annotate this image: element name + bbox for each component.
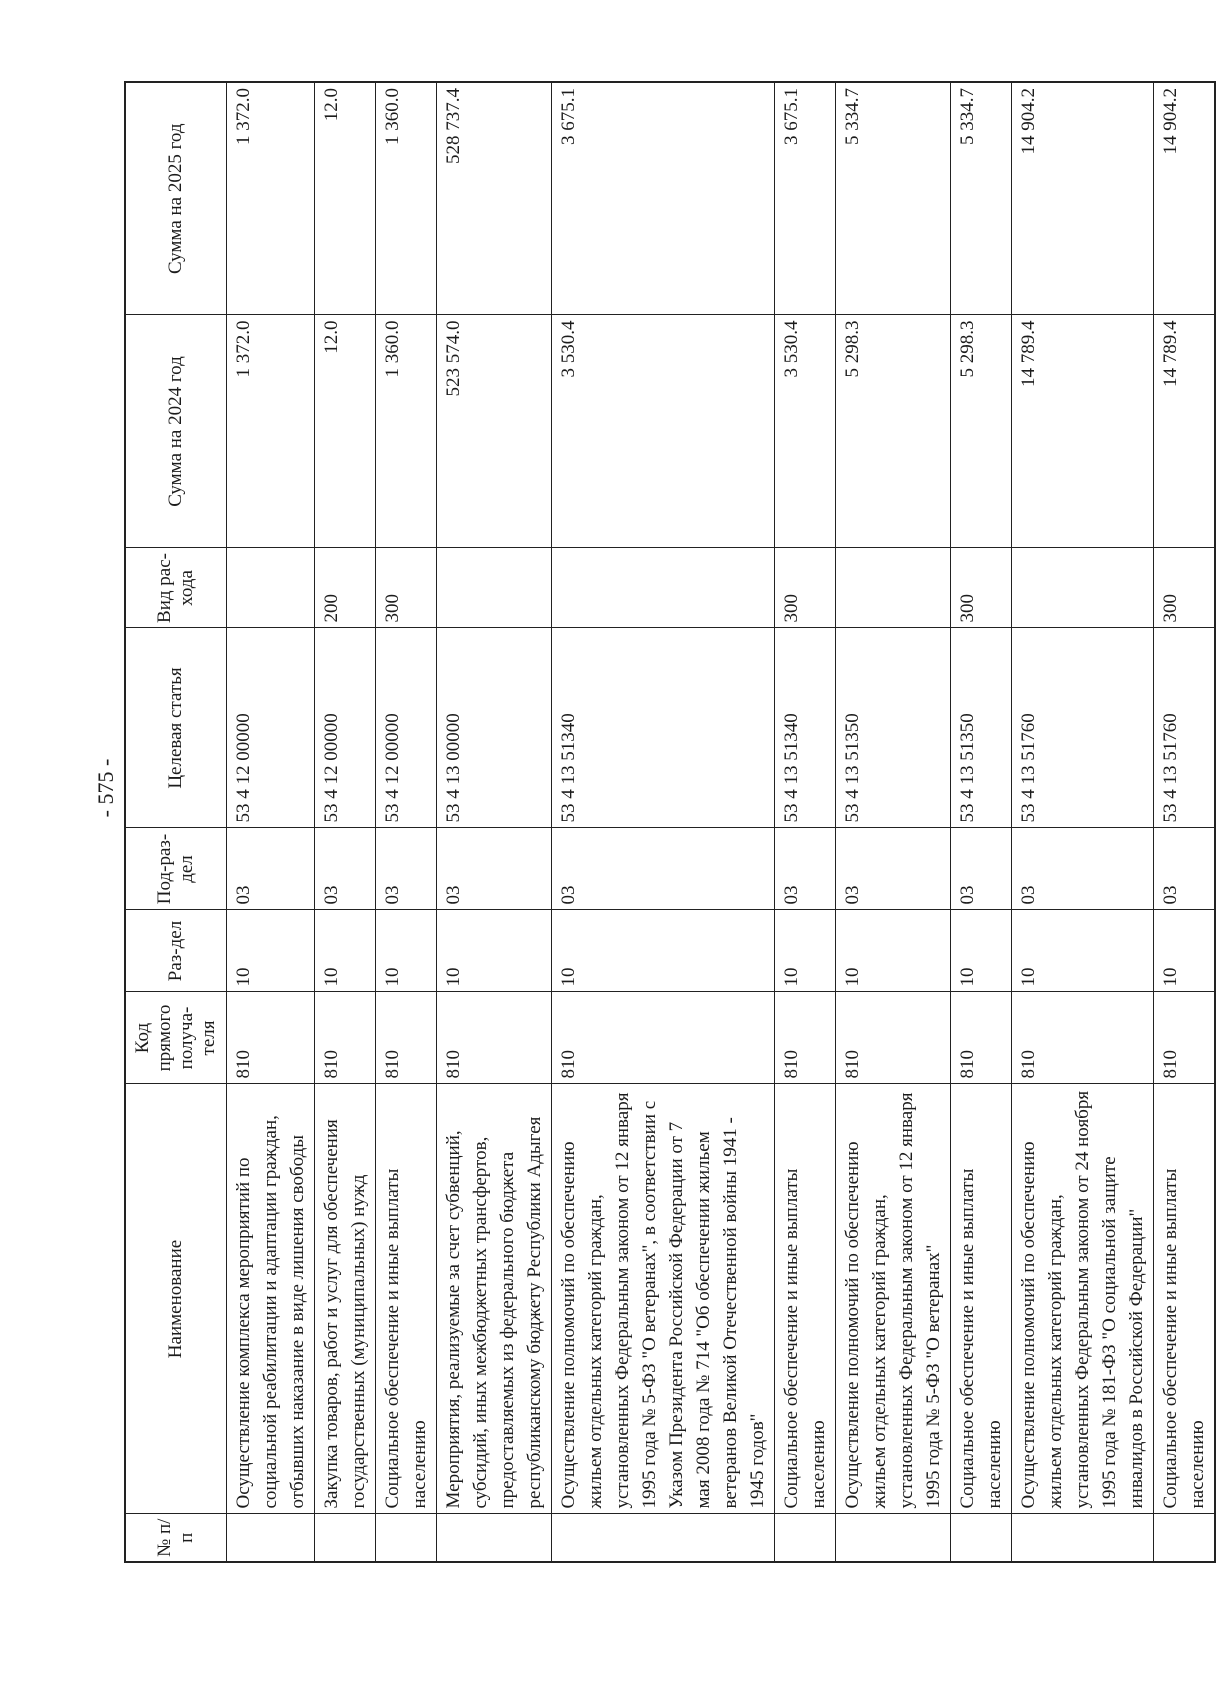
row-sum-2025: 5 334.7: [836, 82, 951, 315]
row-expense-type: [1012, 548, 1154, 628]
table-row: [836, 82, 951, 1562]
row-subsection: 03: [437, 828, 552, 910]
row-sum-2024: 3 530.4: [775, 315, 836, 548]
row-section: 10: [1154, 910, 1216, 992]
row-recipient-code: 810: [227, 992, 315, 1084]
row-subsection: 03: [951, 828, 1012, 910]
row-name: Закупка товаров, работ и услуг для обеспечения государственных (муниципальных) нужд: [315, 1084, 376, 1514]
row-sum-2025: 3 675.1: [775, 82, 836, 315]
row-section: 10: [775, 910, 836, 992]
row-section: 10: [836, 910, 951, 992]
row-section: 10: [437, 910, 552, 992]
header-sum-2025: Сумма на 2025 год: [125, 82, 227, 315]
header-sum-2024: Сумма на 2024 год: [125, 315, 227, 548]
row-num: [376, 1514, 437, 1562]
row-recipient-code: 810: [1154, 992, 1216, 1084]
row-num: [1012, 1514, 1154, 1562]
row-target-article: 53 4 13 51760: [1154, 628, 1216, 828]
row-sum-2024: 523 574.0: [437, 315, 552, 548]
row-target-article: 53 4 13 00000: [437, 628, 552, 828]
row-sum-2025: 528 737.4: [437, 82, 552, 315]
table-row: [951, 82, 1012, 1562]
row-recipient-code: 810: [376, 992, 437, 1084]
row-section: 10: [1012, 910, 1154, 992]
row-expense-type: [836, 548, 951, 628]
row-recipient-code: 810: [552, 992, 775, 1084]
row-num: [775, 1514, 836, 1562]
row-name: Мероприятия, реализуемые за счет субвенций, субсидий, иных межбюджетных трансфертов, предоставляемых из федерального бюджета республиканскому бюджету Республики Адыгея: [437, 1084, 552, 1514]
header-subsection: Под-раз-дел: [125, 828, 227, 910]
row-section: 10: [951, 910, 1012, 992]
row-subsection: 03: [1154, 828, 1216, 910]
row-sum-2024: 3 530.4: [552, 315, 775, 548]
row-name: Осуществление полномочий по обеспечению жильем отдельных категорий граждан, установленных Федеральным законом от 12 января 1995 года № 5-ФЗ "О ветеранах", в соответствии с Указом Президента Российской Федерации от 7 мая 2008 года № 714 "Об обеспечении жильем ветеранов Великой Отечественной войны 1941 - 1945 годов": [552, 1084, 775, 1514]
row-name: Осуществление комплекса мероприятий по социальной реабилитации и адаптации граждан, отбывших наказание в виде лишения свободы: [227, 1084, 315, 1514]
row-sum-2024: 5 298.3: [836, 315, 951, 548]
row-sum-2024: 5 298.3: [951, 315, 1012, 548]
row-subsection: 03: [836, 828, 951, 910]
row-sum-2025: 14 904.2: [1012, 82, 1154, 315]
row-recipient-code: 810: [951, 992, 1012, 1084]
row-num: [437, 1514, 552, 1562]
row-recipient-code: 810: [315, 992, 376, 1084]
row-name: Социальное обеспечение и иные выплаты населению: [775, 1084, 836, 1514]
row-sum-2025: 5 334.7: [951, 82, 1012, 315]
row-recipient-code: 810: [437, 992, 552, 1084]
row-target-article: 53 4 12 00000: [315, 628, 376, 828]
row-target-article: 53 4 12 00000: [227, 628, 315, 828]
row-expense-type: [552, 548, 775, 628]
table-row: [437, 82, 552, 1562]
row-target-article: 53 4 13 51760: [1012, 628, 1154, 828]
page-number: - 575 -: [93, 758, 118, 818]
row-sum-2024: 12.0: [315, 315, 376, 548]
row-sum-2024: 14 789.4: [1154, 315, 1216, 548]
header-name: Наименование: [125, 1084, 227, 1514]
row-sum-2024: 14 789.4: [1012, 315, 1154, 548]
row-target-article: 53 4 13 51350: [836, 628, 951, 828]
row-subsection: 03: [227, 828, 315, 910]
row-num: [552, 1514, 775, 1562]
row-recipient-code: 810: [836, 992, 951, 1084]
row-subsection: 03: [552, 828, 775, 910]
row-section: 10: [552, 910, 775, 992]
header-recipient-code: Код прямого получа-теля: [125, 992, 227, 1084]
row-sum-2025: 3 675.1: [552, 82, 775, 315]
row-sum-2024: 1 372.0: [227, 315, 315, 548]
row-subsection: 03: [775, 828, 836, 910]
row-section: 10: [315, 910, 376, 992]
row-expense-type: 300: [1154, 548, 1216, 628]
row-subsection: 03: [376, 828, 437, 910]
row-num: [951, 1514, 1012, 1562]
row-name: Осуществление полномочий по обеспечению жильем отдельных категорий граждан, установленных Федеральным законом от 24 ноября 1995 года № 181-ФЗ "О социальной защите инвалидов в Российской Федерации": [1012, 1084, 1154, 1514]
table-row: [315, 82, 376, 1562]
row-section: 10: [376, 910, 437, 992]
row-recipient-code: 810: [1012, 992, 1154, 1084]
row-expense-type: 300: [376, 548, 437, 628]
row-expense-type: 300: [775, 548, 836, 628]
row-target-article: 53 4 12 00000: [376, 628, 437, 828]
table-body: [227, 82, 1216, 1562]
table-row: [1154, 82, 1216, 1562]
row-sum-2025: 1 372.0: [227, 82, 315, 315]
row-name: Социальное обеспечение и иные выплаты населению: [951, 1084, 1012, 1514]
row-num: [836, 1514, 951, 1562]
row-expense-type: 200: [315, 548, 376, 628]
row-section: 10: [227, 910, 315, 992]
row-sum-2025: 1 360.0: [376, 82, 437, 315]
row-expense-type: 300: [951, 548, 1012, 628]
row-sum-2025: 12.0: [315, 82, 376, 315]
row-expense-type: [437, 548, 552, 628]
row-target-article: 53 4 13 51340: [552, 628, 775, 828]
header-expense-type: Вид рас-хода: [125, 548, 227, 628]
table-row: [775, 82, 836, 1562]
table-row: [1012, 82, 1154, 1562]
table-row: [227, 82, 315, 1562]
row-num: [227, 1514, 315, 1562]
header-section: Раз-дел: [125, 910, 227, 992]
row-target-article: 53 4 13 51340: [775, 628, 836, 828]
row-num: [315, 1514, 376, 1562]
row-sum-2024: 1 360.0: [376, 315, 437, 548]
row-subsection: 03: [1012, 828, 1154, 910]
row-name: Социальное обеспечение и иные выплаты населению: [376, 1084, 437, 1514]
row-target-article: 53 4 13 51350: [951, 628, 1012, 828]
row-recipient-code: 810: [775, 992, 836, 1084]
table-header-row: [125, 82, 227, 1562]
row-name: Осуществление полномочий по обеспечению жильем отдельных категорий граждан, установленных Федеральным законом от 12 января 1995 года № 5-ФЗ "О ветеранах": [836, 1084, 951, 1514]
header-num: № п/п: [125, 1514, 227, 1562]
row-name: Социальное обеспечение и иные выплаты населению: [1154, 1084, 1216, 1514]
row-subsection: 03: [315, 828, 376, 910]
header-target-article: Целевая статья: [125, 628, 227, 828]
row-sum-2025: 14 904.2: [1154, 82, 1216, 315]
table-row: [552, 82, 775, 1562]
row-expense-type: [227, 548, 315, 628]
budget-sheet: [124, 83, 1208, 1563]
budget-table: [124, 81, 1216, 1563]
row-num: [1154, 1514, 1216, 1562]
table-row: [376, 82, 437, 1562]
